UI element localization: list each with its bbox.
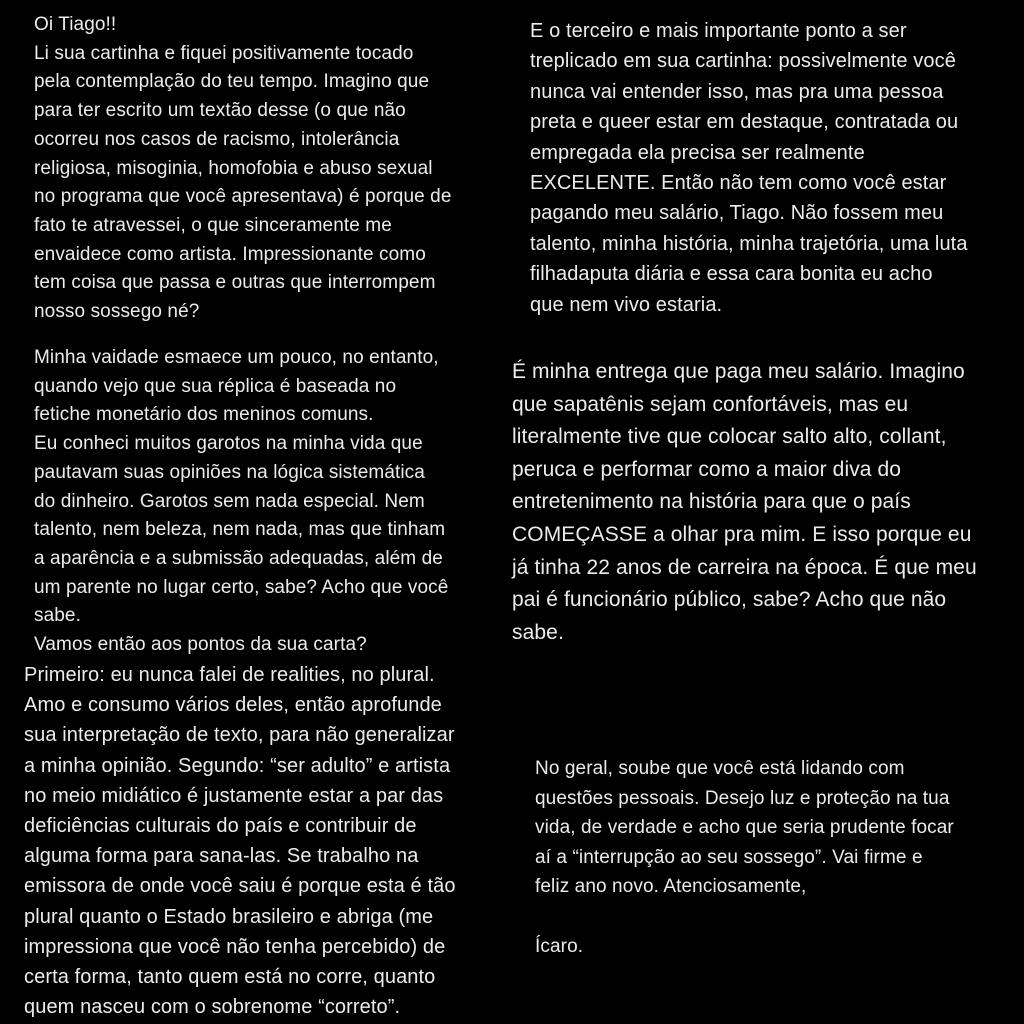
- salary-paragraph: É minha entrega que paga meu salário. Imagino que sapatênis sejam confortáveis, mas eu literalmente tive que colocar salto alto, collant, peruca e performar como a maior diva do entretenimento na história para que o país COMEÇASSE a olhar pra mim. E isso porque eu já tinha 22 anos de carreira na época. É que meu pai é funcionário público, sabe? Acho que não sabe.: [512, 360, 977, 644]
- first-second-points-paragraph: Primeiro: eu nunca falei de realities, no plural. Amo e consumo vários deles, então aprofunde sua interpretação de texto, para não generalizar a minha opinião. Segundo: “ser adulto” e artista no meio midiático é justamente estar a par das deficiências culturais do país e contribuir de alguma forma para sana-las. Se trabalho na emissora de onde você saiu é porque esta é tão plural quanto o Estado brasileiro e abriga (me impressiona que você não tenha percebido) de certa forma, tanto quem está no corre, quanto quem nasceu com o sobrenome “correto”.: [24, 664, 456, 1019]
- vanity-paragraph: Minha vaidade esmaece um pouco, no entanto, quando vejo que sua réplica é baseada no fetiche monetário dos meninos comuns. Eu conheci muitos garotos na minha vida que pautavam suas opiniões na lógica sistemática do dinheiro. Garotos sem nada especial. Nem talento, nem beleza, nem nada, mas que tinham a aparência e a submissão adequadas, além de um parente no lugar certo, sabe? Acho que você sabe. Vamos então aos pontos da sua carta?: [34, 347, 449, 656]
- greeting-paragraph: Oi Tiago!! Li sua cartinha e fiquei positivamente tocado pela contemplação do teu tempo. Imagino que para ter escrito um textão desse (o que não ocorreu nos casos de racismo, intolerância religiosa, misoginia, homofobia e abuso sexual no programa que você apresentava) é porque de fato te atravessei, o que sinceramente me envaidece como artista. Impressionante como tem coisa que passa e outras que interrompem nosso sossego né?: [34, 14, 452, 323]
- third-point-paragraph: E o terceiro e mais importante ponto a ser treplicado em sua cartinha: possivelmente você nunca vai entender isso, mas pra uma pessoa preta e queer estar em destaque, contratada ou empregada ela precisa ser realmente EXCELENTE. Então não tem como você estar pagando meu salário, Tiago. Não fossem meu talento, minha história, minha trajetória, uma luta filhadaputa diária e essa cara bonita eu acho que nem vivo estaria.: [530, 20, 968, 316]
- closing-paragraph: No geral, soube que você está lidando com questões pessoais. Desejo luz e proteção na tua vida, de verdade e acho que seria prudente focar aí a “interrupção ao seu sossego”. Vai firme e feliz ano novo. Atenciosamente, Ícaro.: [535, 758, 954, 957]
